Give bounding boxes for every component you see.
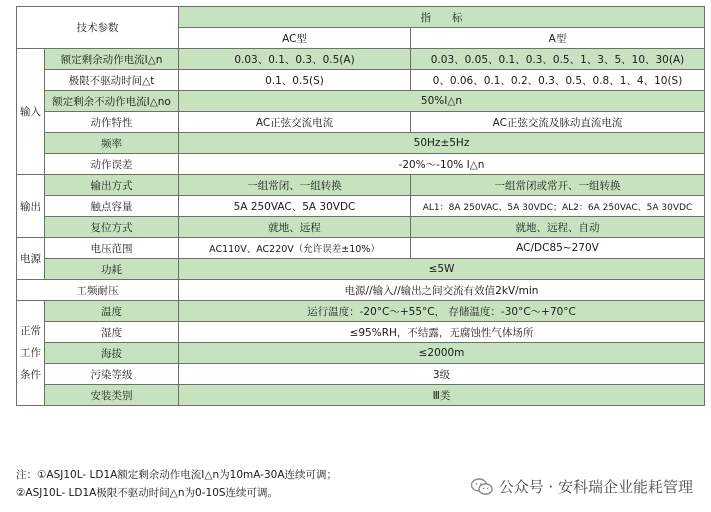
footnote-1: 注：①ASJ10L- LD1A额定剩余动作电流I△n为10mA-30A连续可调； [16, 469, 338, 481]
section-output: 输出 [17, 175, 45, 238]
header-ac-type: AC型 [179, 28, 411, 49]
row-value: ≤5W [179, 259, 705, 280]
row-ac-value: 0.03、0.1、0.3、0.5(A) [179, 49, 411, 70]
row-value: 3级 [179, 364, 705, 385]
row-ac-value: 5A 250VAC、5A 30VDC [179, 196, 411, 217]
row-ac-value: 就地、远程 [179, 217, 411, 238]
watermark-text: 公众号 · 安科瑞企业能耗管理 [498, 478, 693, 496]
section-power: 电源 [17, 238, 45, 280]
spec-table [16, 6, 705, 406]
row-ac-value: 0.1、0.5(S) [179, 70, 411, 91]
row-a-value: 0、0.06、0.1、0.2、0.3、0.5、0.8、1、4、10(S) [411, 70, 705, 91]
row-value: 50%I△n [179, 91, 705, 112]
row-ac-value: AC正弦交流电流 [179, 112, 411, 133]
footnotes [16, 466, 337, 502]
row-label: 安装类别 [45, 385, 179, 406]
row-ac-value: 一组常闭、一组转换 [179, 175, 411, 196]
row-label: 额定剩余不动作电流I△no [45, 91, 179, 112]
row-value: -20%～-10% I△n [179, 154, 705, 175]
row-label: 污染等级 [45, 364, 179, 385]
row-a-value: 0.03、0.05、0.1、0.3、0.5、1、3、5、10、30(A) [411, 49, 705, 70]
footnote-2: ②ASJ10L- LD1A极限不驱动时间△n为0-10S连续可调。 [16, 487, 279, 499]
section-normal-line3: 条件 [20, 369, 41, 381]
row-a-value: AL1：8A 250VAC、5A 30VDC；AL2：6A 250VAC、5A 30VDC [411, 196, 705, 217]
row-a-value: 就地、远程、自动 [411, 217, 705, 238]
header-index: 指 标 [179, 7, 705, 28]
row-a-value: AC正弦交流及脉动直流电流 [411, 112, 705, 133]
row-label: 复位方式 [45, 217, 179, 238]
row-label: 功耗 [45, 259, 179, 280]
row-label: 动作特性 [45, 112, 179, 133]
row-a-value: AC/DC85~270V [411, 238, 705, 259]
row-value: Ⅲ类 [179, 385, 705, 406]
row-label: 极限不驱动时间△t [45, 70, 179, 91]
row-label: 电压范围 [45, 238, 179, 259]
row-label: 工频耐压 [17, 280, 179, 301]
row-label: 动作误差 [45, 154, 179, 175]
row-value: 50Hz±5Hz [179, 133, 705, 154]
row-label: 输出方式 [45, 175, 179, 196]
wechat-icon [471, 478, 493, 496]
section-input: 输入 [17, 49, 45, 175]
section-normal-line1: 正常 [20, 325, 41, 337]
row-label: 额定剩余动作电流I△n [45, 49, 179, 70]
section-normal-line2: 工作 [20, 347, 41, 359]
row-value: ≤2000m [179, 343, 705, 364]
header-a-type: A型 [411, 28, 705, 49]
row-label: 频率 [45, 133, 179, 154]
row-label: 触点容量 [45, 196, 179, 217]
watermark [471, 476, 693, 497]
row-a-value: 一组常闭或常开、一组转换 [411, 175, 705, 196]
row-label: 温度 [45, 301, 179, 322]
row-label: 湿度 [45, 322, 179, 343]
row-value: 运行温度：-20°C～+55°C， 存储温度：-30°C～+70°C [179, 301, 705, 322]
section-normal-conditions [17, 301, 45, 406]
row-ac-value: AC110V、AC220V（允许误差±10%） [179, 238, 411, 259]
row-label: 海拔 [45, 343, 179, 364]
header-param: 技术参数 [17, 7, 179, 49]
row-value: ≤95%RH，不结露，无腐蚀性气体场所 [179, 322, 705, 343]
row-value: 电源//输入//输出之间交流有效值2kV/min [179, 280, 705, 301]
